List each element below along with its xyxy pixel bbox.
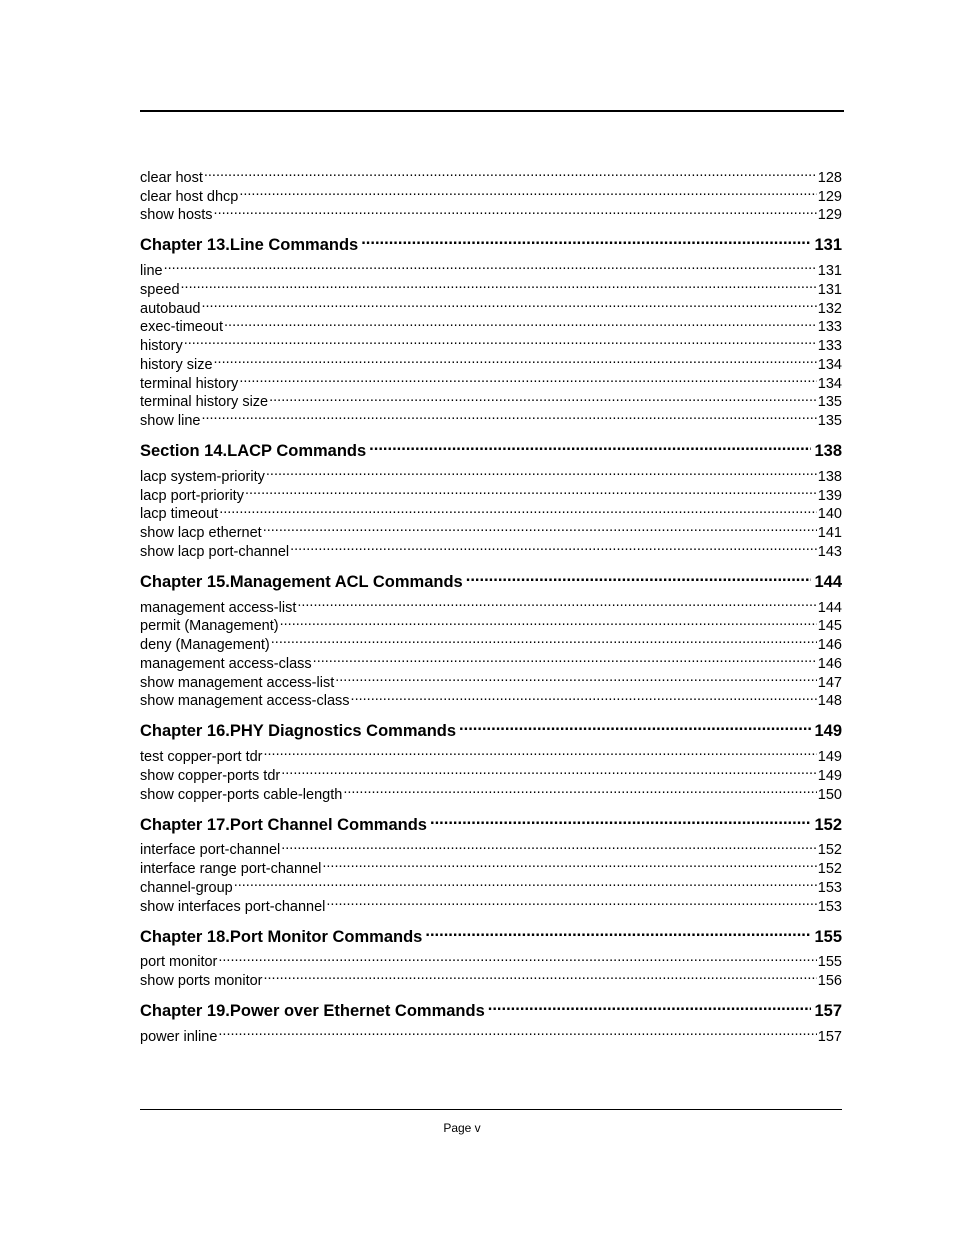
dot-leader [201,294,816,313]
toc-entry-title: channel-group [140,879,233,896]
toc-entry-page: 146 [817,655,842,672]
toc-entry-page: 131 [817,263,842,279]
toc-entry-title: show ports monitor [140,973,263,989]
toc-entry-title: interface port-channel [140,842,281,859]
toc-entry[interactable] [140,948,842,971]
dot-leader [218,948,816,967]
toc-entry-page: 131 [817,281,842,298]
toc-entry-page: 148 [817,693,842,710]
toc-entry-title: show management access-list [140,674,335,691]
toc-entry-page: 149 [817,749,842,765]
dot-leader [326,892,816,911]
dot-leader [245,481,817,500]
toc-chapter-page: 144 [814,572,842,591]
toc-entry-title: show lacp ethernet [140,525,262,541]
dot-leader [264,966,817,985]
dot-leader [164,256,817,275]
toc-entry-page: 138 [817,468,842,485]
toc-entry[interactable] [140,892,842,915]
toc-chapter-title: Chapter 15.Management ACL Commands [140,572,463,591]
dot-leader [224,313,817,332]
dot-leader [239,182,816,201]
toc-entry[interactable] [140,182,842,205]
dot-leader [239,369,816,388]
toc-chapter-page: 131 [814,236,842,255]
dot-leader [201,406,816,425]
toc-entry-page: 153 [817,898,842,915]
toc-chapter-page: 157 [814,1002,842,1020]
toc-entry[interactable] [140,1022,842,1045]
dot-leader [280,612,817,631]
dot-leader [214,350,817,369]
toc-entry-page: 143 [817,543,842,560]
toc-entry-title: test copper-port tdr [140,749,263,765]
toc-entry[interactable] [140,500,842,523]
toc-entry-page: 135 [817,394,842,411]
toc-entry-title: management access-list [140,599,297,616]
toc-entry-title: terminal history size [140,394,269,411]
toc-chapter-title: Chapter 19.Power over Ethernet Commands [140,1002,485,1020]
toc-entry[interactable] [140,369,842,392]
toc-chapter-title: Chapter 13.Line Commands [140,236,359,255]
toc-chapter-heading[interactable] [140,920,842,946]
dot-leader [430,808,811,830]
dot-leader [466,565,812,587]
dot-leader [218,1022,816,1041]
dot-leader [335,668,817,687]
dot-leader [313,649,817,668]
toc-entry[interactable] [140,742,842,765]
toc-entry-title: autobaud [140,300,201,317]
toc-entry[interactable] [140,275,842,298]
dot-leader [214,201,817,220]
toc-entry-title: permit (Management) [140,618,279,635]
toc-entry[interactable] [140,481,842,504]
toc-chapter-title: Chapter 17.Port Channel Commands [140,815,427,834]
toc-chapter-page: 155 [814,927,842,946]
toc-entry-page: 134 [817,356,842,373]
toc-chapter-heading[interactable] [140,565,842,591]
toc-chapter-page: 152 [814,815,842,834]
toc-entry[interactable] [140,163,842,186]
toc-entry[interactable] [140,201,842,224]
toc-entry-page: 140 [817,506,842,523]
toc-entry[interactable] [140,406,842,429]
toc-chapter-heading[interactable] [140,994,842,1020]
toc-entry[interactable] [140,294,842,317]
footer-rule [140,1109,842,1110]
toc-entry[interactable] [140,331,842,354]
dot-leader [297,593,816,612]
toc-chapter-heading[interactable] [140,434,842,460]
dot-leader [281,836,817,855]
toc-entry[interactable] [140,836,842,859]
page-number: Page v [443,1121,481,1135]
dot-leader [488,994,812,1016]
toc-entry-title: clear host [140,169,203,186]
toc-entry-page: 134 [817,375,842,392]
toc-entry-title: show copper-ports tdr [140,767,281,784]
dot-leader [263,518,817,537]
toc-entry-page: 132 [817,300,842,317]
toc-entry-title: lacp system-priority [140,468,265,485]
dot-leader [351,687,817,706]
toc-entry-page: 129 [817,207,842,224]
toc-entry[interactable] [140,256,842,279]
toc-entry[interactable] [140,518,842,541]
dot-leader [266,462,817,481]
toc-entry-title: speed [140,281,180,298]
toc-entry-page: 129 [817,188,842,205]
dot-leader [322,854,816,873]
toc-entry-page: 155 [817,954,842,971]
toc-entry[interactable] [140,350,842,373]
toc-entry-title: show copper-ports cable-length [140,786,343,803]
dot-leader [290,537,817,556]
dot-leader [181,275,817,294]
dot-leader [264,742,817,761]
toc-entry-page: 152 [817,861,842,877]
header-rule [140,110,844,112]
toc-entry-page: 149 [817,767,842,784]
toc-entry-title: port monitor [140,954,218,971]
toc-entry-title: show line [140,413,201,429]
toc-entry-title: show lacp port-channel [140,543,290,560]
toc-chapter-title: Chapter 16.PHY Diagnostics Commands [140,722,457,741]
toc-entry-title: terminal history [140,375,239,392]
dot-leader [269,388,817,407]
dot-leader [361,228,811,250]
dot-leader [343,780,816,799]
toc-chapter-page: 149 [814,722,842,741]
toc-entry-page: 145 [817,618,842,635]
dot-leader [271,630,817,649]
toc-entry-page: 153 [817,879,842,896]
toc-entry-title: power inline [140,1028,218,1045]
toc-entry-page: 152 [817,842,842,859]
toc-entry-title: management access-class [140,655,312,672]
toc-entry-page: 141 [817,525,842,541]
toc-entry[interactable] [140,313,842,336]
toc-entry-page: 133 [817,319,842,336]
toc-entry-title: show hosts [140,207,213,224]
toc-entry[interactable] [140,593,842,616]
toc-chapter-heading[interactable] [140,228,842,255]
toc-entry[interactable] [140,873,842,896]
toc-chapter-heading[interactable] [140,808,842,834]
toc-entry-page: 150 [817,786,842,803]
toc-entry-title: show management access-class [140,693,350,710]
toc-entry[interactable] [140,388,842,411]
toc-entry-page: 156 [817,973,842,989]
toc-entry-page: 133 [817,338,842,354]
dot-leader [459,714,811,736]
toc-entry-page: 135 [817,413,842,429]
toc-chapter-page: 138 [814,442,842,460]
toc-entry-page: 146 [817,637,842,653]
toc-entry-page: 147 [817,674,842,691]
dot-leader [281,761,817,780]
toc-entry-title: history [140,338,183,354]
toc-chapter-heading[interactable] [140,714,842,741]
toc-entry-title: lacp timeout [140,506,219,523]
dot-leader [234,873,817,892]
dot-leader [369,434,811,456]
toc-chapter-title: Chapter 18.Port Monitor Commands [140,927,423,946]
dot-leader [219,500,817,519]
toc-entry[interactable] [140,462,842,485]
dot-leader [184,331,817,350]
dot-leader [204,163,817,182]
toc-entry-title: exec-timeout [140,319,224,336]
toc-entry-page: 144 [817,599,842,616]
toc-entry-page: 128 [817,169,842,186]
toc-entry-page: 139 [817,487,842,504]
toc-entry-title: line [140,263,163,279]
toc-entry-page: 157 [817,1028,842,1045]
toc-entry-title: lacp port-priority [140,487,244,504]
table-of-contents [140,163,842,1045]
toc-entry-title: interface range port-channel [140,861,322,877]
dot-leader [425,920,811,942]
toc-entry-title: clear host dhcp [140,188,239,205]
toc-entry-title: show interfaces port-channel [140,898,326,915]
toc-chapter-title: Section 14.LACP Commands [140,442,367,460]
toc-entry-title: history size [140,356,213,373]
toc-entry-title: deny (Management) [140,637,270,653]
toc-entry[interactable] [140,966,842,989]
